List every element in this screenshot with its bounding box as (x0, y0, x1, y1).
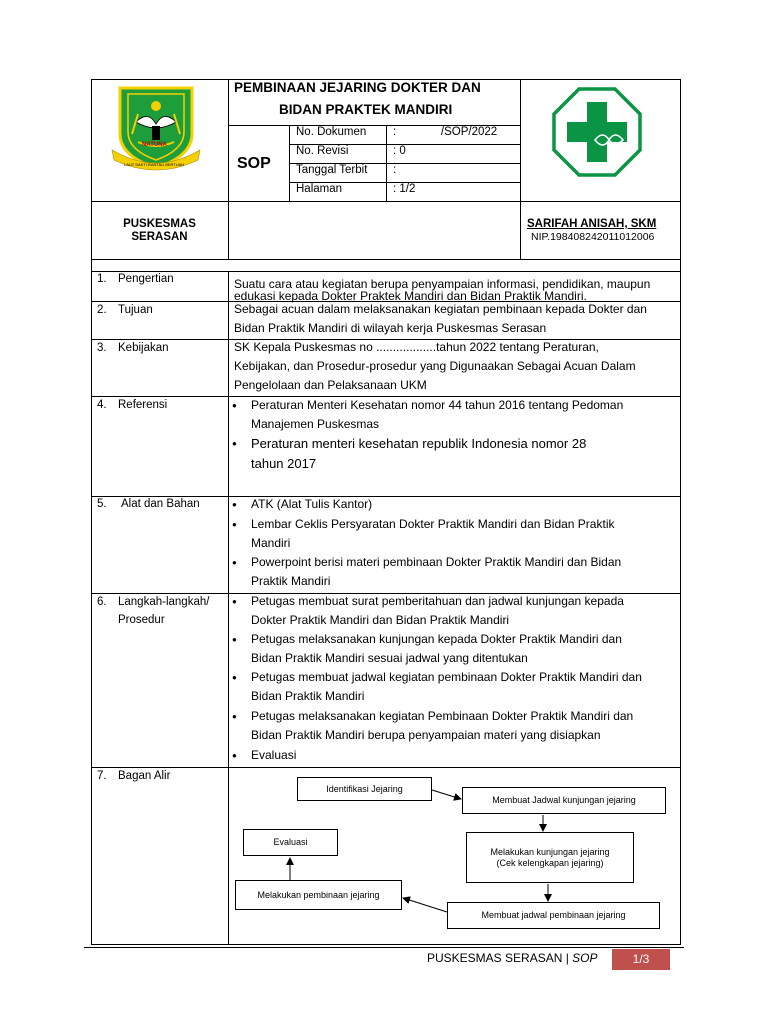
section-7-label: Bagan Alir (118, 770, 171, 782)
flow-box-evaluasi: Evaluasi (243, 829, 338, 856)
alat-item-2-line-1: ● Lembar Ceklis Persyaratan Dokter Praktik Mandiri dan Bidan Praktik (251, 517, 615, 531)
footer-rule (84, 947, 684, 948)
footer-text (427, 950, 598, 966)
alat-item-1 (251, 495, 372, 514)
section-1-label: Pengertian (118, 273, 174, 285)
section-1-number: 1. (97, 273, 107, 285)
flow-kunjungan-line-2: (Cek kelengkapan jejaring) (496, 857, 604, 868)
meta-label-no-dokumen: No. Dokumen (296, 126, 367, 138)
sop-label: SOP (237, 155, 271, 172)
title-line-1: PEMBINAAN JEJARING DOKTER DAN (234, 80, 481, 95)
referensi-item-1-line-2: Manajemen Puskesmas (251, 417, 380, 431)
pengertian-line-2: edukasi kepada Dokter Praktek Mandiri dan Bidan Praktik Mandiri. (234, 289, 587, 303)
title-line-2: BIDAN PRAKTEK MANDIRI (279, 102, 453, 117)
arrow-identifikasi-to-jadwal (432, 790, 461, 799)
referensi-item-2 (251, 434, 586, 474)
referensi-item-1-line-1: ● Peraturan Menteri Kesehatan nomor 44 tahun 2016 tentang Pedoman (251, 398, 624, 412)
kebijakan-line-2: Kebijakan, dan Prosedur-prosedur yang Digunaakan Sebagai Acuan Dalam (234, 359, 636, 373)
langkah-item-3-line-2: Bidan Praktik Mandiri (251, 689, 365, 703)
langkah-item-2-line-2: Bidan Praktik Mandiri sesuai jadwal yang ditentukan (251, 651, 528, 665)
referensi-item-1 (251, 396, 623, 434)
section-4-label: Referensi (118, 399, 168, 411)
footer-page-badge (612, 949, 670, 970)
langkah-item-4-line-1: ● Petugas melaksanakan kegiatan Pembinaan Dokter Praktik Mandiri dan (251, 709, 634, 723)
langkah-item-4-line-2: Bidan Praktik Mandiri berupa penyampaian materi yang disiapkan (251, 728, 601, 742)
health-cross-logo (551, 86, 643, 178)
footer-org: PUSKESMAS SERASAN | (427, 951, 573, 965)
langkah-item-4 (251, 707, 633, 745)
langkah-item-3 (251, 668, 642, 706)
meta-label-halaman: Halaman (296, 183, 343, 195)
meta-value-no-dokumen: : /SOP/2022 (393, 126, 498, 138)
section-4-number: 4. (97, 399, 107, 411)
flow-box-identifikasi: Identifikasi Jejaring (297, 777, 432, 801)
langkah-item-2-line-1: ● Petugas melaksanakan kunjungan kepada Dokter Praktik Mandiri dan (251, 632, 622, 646)
section-3-number: 3. (97, 342, 107, 354)
langkah-item-1-line-1: ● Petugas membuat surat pemberitahuan dan jadwal kunjungan kepada (251, 594, 624, 608)
langkah-item-5-line-1: ● Evaluasi (251, 748, 297, 762)
section-6-label-2: Prosedur (118, 614, 165, 626)
referensi-item-2-line-2: tahun 2017 (251, 456, 317, 471)
alat-item-2-line-2: Mandiri (251, 536, 291, 550)
meta-value-no-revisi: : 0 (393, 145, 406, 157)
referensi-item-2-line-1: ● Peraturan menteri kesehatan republik Indonesia nomor 28 (251, 436, 587, 451)
langkah-item-1 (251, 592, 624, 630)
meta-value-halaman: : 1/2 (393, 183, 416, 195)
tujuan-line-2: Bidan Praktik Mandiri di wilayah kerja Puskesmas Serasan (234, 321, 547, 335)
meta-label-no-revisi: No. Revisi (296, 145, 349, 157)
langkah-item-2 (251, 630, 622, 668)
natuna-crest-logo (108, 84, 204, 176)
alat-item-3-line-2: Praktik Mandiri (251, 574, 331, 588)
pengertian-line-1: Suatu cara atau kegiatan berupa penyampaian informasi, pendidikan, maupun (234, 277, 651, 291)
tujuan-line-1: Sebagai acuan dalam melaksanakan kegiatan pembinaan kepada Dokter dan (234, 302, 647, 316)
kebijakan-line-1: SK Kepala Puskesmas no ..................tahun 2022 tentang Peraturan, (234, 340, 599, 354)
langkah-item-5 (251, 746, 296, 765)
section-2-number: 2. (97, 304, 107, 316)
crest-name-text: NATUNA (142, 142, 167, 148)
kebijakan-line-3: Pengelolaan dan Pelaksanaan UKM (234, 378, 427, 392)
flow-box-jadwal-kunjungan: Membuat Jadwal kunjungan jejaring (462, 787, 666, 814)
alat-item-3-line-1: ● Powerpoint berisi materi pembinaan Dokter Praktik Mandiri dan Bidan (251, 555, 622, 569)
crest-motto-text: LAUT SAKTI RANTAU BERTUAH (124, 162, 185, 167)
alat-item-1-line-1: ● ATK (Alat Tulis Kantor) (251, 497, 373, 511)
section-2-label: Tujuan (118, 304, 153, 316)
meta-label-tanggal-terbit: Tanggal Terbit (296, 164, 368, 176)
signer-name: SARIFAH ANISAH, SKM (527, 218, 657, 230)
arrow-jadwal-pembinaan-to-pembinaan (403, 898, 447, 912)
flow-kunjungan-line-1: Melakukan kunjungan jejaring (490, 846, 610, 857)
org-name-line-1: PUSKESMAS (123, 218, 196, 230)
alat-item-2 (251, 515, 614, 553)
section-6-number: 6. (97, 596, 107, 608)
langkah-item-1-line-2: Dokter Praktik Mandiri dan Bidan Praktik Mandiri (251, 613, 510, 627)
section-7-number: 7. (97, 770, 107, 782)
alat-item-3 (251, 553, 621, 591)
flowchart-arrows (228, 768, 680, 944)
section-6-label-1: Langkah-langkah/ (118, 596, 210, 608)
section-3-label: Kebijakan (118, 342, 169, 354)
flow-box-pembinaan: Melakukan pembinaan jejaring (235, 880, 402, 910)
section-5-label: Alat dan Bahan (121, 498, 200, 510)
signer-nip: NIP.198408242011012006 (531, 231, 655, 243)
footer-page-number: 1/3 (632, 952, 650, 966)
flow-box-jadwal-pembinaan: Membuat jadwal pembinaan jejaring (447, 902, 660, 929)
langkah-item-3-line-1: ● Petugas membuat jadwal kegiatan pembinaan Dokter Praktik Mandiri dan (251, 670, 642, 684)
org-name-line-2: SERASAN (131, 231, 188, 243)
footer-sop: SOP (572, 951, 598, 965)
meta-value-tanggal-terbit: : (393, 164, 397, 176)
section-5-number: 5. (97, 498, 107, 510)
